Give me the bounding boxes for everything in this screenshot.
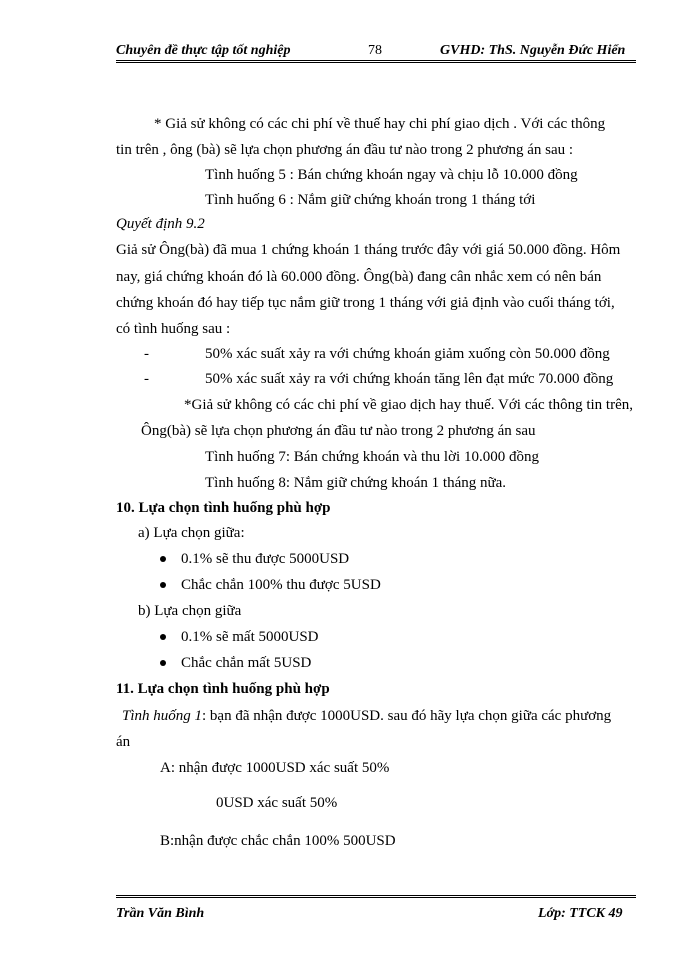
bullet-icon — [160, 582, 166, 588]
header-rule — [116, 60, 636, 61]
option-a-bullet-1: 0.1% sẽ thu được 5000USD — [181, 551, 350, 567]
option-b-bullet-1: 0.1% sẽ mất 5000USD — [181, 629, 319, 645]
dash-marker: - — [144, 346, 149, 362]
dash-item-1: 50% xác suất xảy ra với chứng khoán giảm xuống còn 50.000 đồng — [205, 346, 610, 362]
option-a-line-2: 0USD xác suất 50% — [216, 795, 338, 811]
header-right: GVHD: ThS. Nguyễn Đức Hiển — [440, 43, 626, 58]
bullet-icon — [160, 660, 166, 666]
footer-left: Trần Văn Bình — [116, 906, 205, 921]
situation-1-continuation: án — [116, 734, 131, 750]
situation-8: Tình huống 8: Nắm giữ chứng khoán 1 tháng nữa. — [205, 475, 507, 491]
bullet-icon — [160, 556, 166, 562]
situation-1-label: Tình huống 1 — [122, 708, 203, 724]
situation-7: Tình huống 7: Bán chứng khoán và thu lời 10.000 đồng — [205, 449, 539, 465]
option-a-bullet-2: Chắc chắn 100% thu được 5USD — [181, 577, 381, 593]
footer-rule — [116, 895, 636, 896]
option-a-label: a) Lựa chọn giữa: — [138, 525, 245, 541]
dash-item-2: 50% xác suất xảy ra với chứng khoán tăng lên đạt mức 70.000 đồng — [205, 371, 614, 387]
section-11-title: 11. Lựa chọn tình huống phù hợp — [116, 681, 330, 697]
option-b-label: b) Lựa chọn giữa — [138, 603, 242, 619]
paragraph-2-line-1: Giả sử Ông(bà) đã mua 1 chứng khoán 1 tháng trước đây với giá 50.000 đồng. Hôm — [116, 242, 621, 258]
option-b-line: B:nhận được chắc chắn 100% 500USD — [160, 833, 396, 849]
page-number: 78 — [368, 43, 382, 58]
paragraph-3-line-2: Ông(bà) sẽ lựa chọn phương án đầu tư nào trong 2 phương án sau — [141, 423, 536, 439]
situation-5: Tình huống 5 : Bán chứng khoán ngay và chịu lỗ 10.000 đồng — [205, 167, 578, 183]
situation-1-line — [122, 707, 611, 725]
section-10-title: 10. Lựa chọn tình huống phù hợp — [116, 500, 331, 516]
paragraph-1-line-2: tin trên , ông (bà) sẽ lựa chọn phương án đầu tư nào trong 2 phương án sau : — [116, 142, 574, 158]
paragraph-2-line-3: chứng khoán đó hay tiếp tục nắm giữ trong 1 tháng với giả định vào cuối tháng tới, — [116, 295, 615, 311]
situation-6: Tình huống 6 : Nắm giữ chứng khoán trong 1 tháng tới — [205, 192, 536, 208]
paragraph-2-line-2: nay, giá chứng khoán đó là 60.000 đồng. Ông(bà) đang cân nhắc xem có nên bán — [116, 269, 602, 285]
header-rule-thin — [116, 62, 636, 63]
decision-title: Quyết định 9.2 — [116, 216, 205, 232]
paragraph-1-line-1: * Giả sử không có các chi phí về thuế hay chi phí giao dịch . Với các thông — [154, 116, 606, 132]
situation-1-text: : bạn đã nhận được 1000USD. sau đó hãy lựa chọn giữa các phương — [202, 708, 612, 724]
header-left: Chuyên đề thực tập tốt nghiệp — [116, 43, 291, 58]
dash-marker: - — [144, 371, 149, 387]
option-b-bullet-2: Chắc chắn mất 5USD — [181, 655, 312, 671]
bullet-icon — [160, 634, 166, 640]
paragraph-2-line-4: có tình huống sau : — [116, 321, 231, 337]
paragraph-3-line-1: *Giả sử không có các chi phí về giao dịch hay thuế. Với các thông tin trên, — [184, 397, 633, 413]
footer-rule-thin — [116, 897, 636, 898]
footer-right: Lớp: TTCK 49 — [538, 906, 623, 921]
option-a-line-1: A: nhận được 1000USD xác suất 50% — [160, 760, 390, 776]
